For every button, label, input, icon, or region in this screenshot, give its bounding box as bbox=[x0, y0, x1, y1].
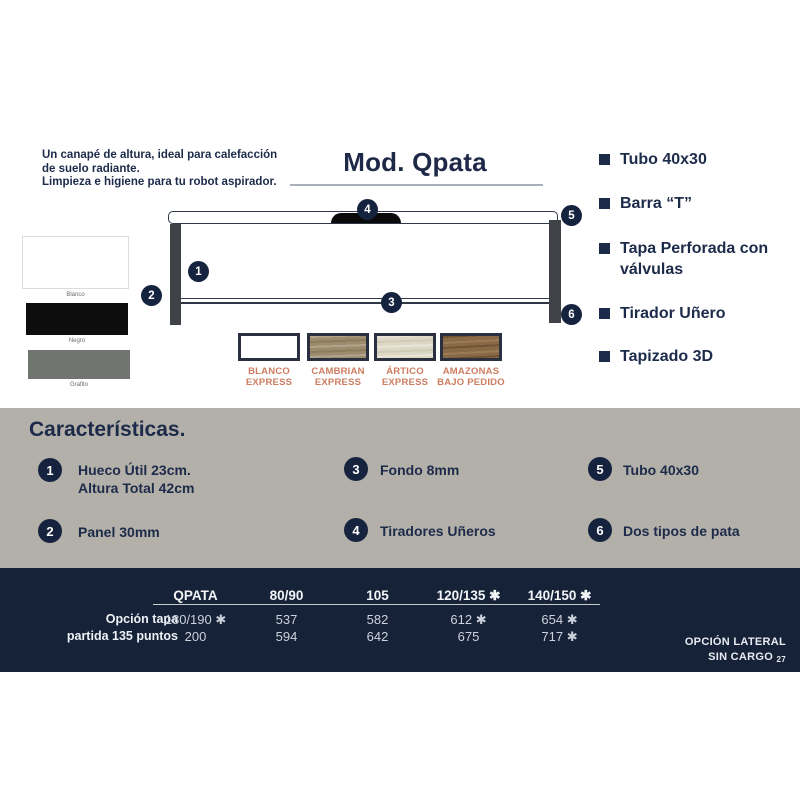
price-col-header: 105 bbox=[366, 588, 389, 603]
characteristic-text-1 bbox=[78, 461, 194, 497]
price-col-header: QPATA bbox=[173, 588, 218, 603]
lateral-option-sub: 27 bbox=[776, 655, 786, 664]
feature-item bbox=[599, 346, 794, 367]
feature-label: Tubo 40x30 bbox=[620, 151, 707, 168]
price-cell: 200 bbox=[184, 629, 207, 644]
finish-label-line: BAJO PEDIDO bbox=[437, 377, 505, 388]
intro-line: de suelo radiante. bbox=[42, 162, 140, 175]
feature-label: Barra “T” bbox=[620, 195, 693, 212]
characteristic-text-6: Dos tipos de pata bbox=[623, 523, 740, 539]
lateral-option-line bbox=[600, 650, 786, 665]
price-cell: 537 bbox=[275, 612, 298, 627]
callout-4: 4 bbox=[357, 199, 378, 220]
characteristic-text-5: Tubo 40x30 bbox=[623, 462, 699, 478]
price-col-header: 140/150 ✱ bbox=[527, 588, 592, 603]
intro-line: Limpieza e higiene para tu robot aspirador. bbox=[42, 176, 277, 188]
diagram-right-leg bbox=[549, 220, 561, 323]
finish-label-line: BLANCO bbox=[248, 366, 290, 377]
price-table-header-row bbox=[150, 588, 605, 604]
callout-5: 5 bbox=[561, 205, 582, 226]
swatch-negro-label: Negro bbox=[68, 338, 86, 344]
price-cell: 582 bbox=[366, 612, 389, 627]
callout-2: 2 bbox=[141, 285, 162, 306]
diagram-body bbox=[178, 223, 552, 299]
finish-swatch-blanco bbox=[238, 333, 300, 361]
finish-label-blanco bbox=[229, 366, 309, 388]
finish-label-line: EXPRESS bbox=[314, 377, 362, 388]
intro-line: Un canapé de altura, ideal para calefacción bbox=[42, 149, 278, 161]
callout-1: 1 bbox=[188, 261, 209, 282]
page-title: Mod. Qpata bbox=[343, 147, 487, 177]
price-cell: 642 bbox=[366, 629, 389, 644]
finish-label-line: EXPRESS bbox=[245, 377, 293, 388]
characteristic-badge-3: 3 bbox=[344, 457, 368, 481]
feature-label: Tirador Uñero bbox=[620, 305, 726, 322]
diagram-base-line bbox=[178, 302, 552, 304]
characteristic-text-2: Panel 30mm bbox=[78, 524, 160, 540]
price-col-header: 80/90 bbox=[269, 588, 304, 603]
swatch-grafito bbox=[28, 350, 130, 379]
characteristic-line: Altura Total 42cm bbox=[78, 480, 195, 496]
bullet-square-icon bbox=[599, 308, 610, 319]
diagram-left-leg bbox=[170, 224, 181, 325]
feature-label: Tapa Perforada con válvulas bbox=[620, 240, 769, 278]
bullet-square-icon bbox=[599, 351, 610, 362]
finish-label-line: ÁRTICO bbox=[386, 366, 424, 377]
callout-6: 6 bbox=[561, 304, 582, 325]
price-row-label-line: Opción tapa bbox=[105, 612, 178, 626]
price-cell: 654 ✱ bbox=[541, 612, 578, 627]
characteristic-text-4: Tiradores Uñeros bbox=[380, 523, 496, 539]
price-cell: 612 ✱ bbox=[450, 612, 487, 627]
lateral-option-line: OPCIÓN LATERAL bbox=[684, 636, 786, 648]
price-row-label-line: partida 135 puntos bbox=[66, 629, 178, 643]
finish-label-line: EXPRESS bbox=[381, 377, 429, 388]
finish-swatch-cambrian bbox=[307, 333, 369, 361]
finish-swatch-artico bbox=[374, 333, 436, 361]
price-cell: 594 bbox=[275, 629, 298, 644]
swatch-negro bbox=[26, 303, 128, 335]
characteristic-badge-5: 5 bbox=[588, 457, 612, 481]
lateral-option-text: SIN CARGO bbox=[708, 651, 774, 663]
lateral-option-note bbox=[600, 635, 786, 665]
characteristic-line: Hueco Útil 23cm. bbox=[78, 462, 191, 478]
finish-label-line: CAMBRIAN bbox=[311, 366, 365, 377]
bullet-square-icon bbox=[599, 198, 610, 209]
callout-3: 3 bbox=[381, 292, 402, 313]
characteristics-heading: Características. bbox=[29, 418, 186, 441]
finish-label-line: AMAZONAS bbox=[442, 366, 500, 377]
characteristic-badge-4: 4 bbox=[344, 518, 368, 542]
price-cell: 717 ✱ bbox=[541, 629, 578, 644]
characteristic-badge-2: 2 bbox=[38, 519, 62, 543]
feature-item bbox=[599, 149, 794, 170]
feature-item bbox=[599, 193, 794, 214]
swatch-grafito-label: Grafito bbox=[69, 382, 88, 388]
price-cell: 180/190 ✱ bbox=[164, 612, 227, 627]
feature-label: Tapizado 3D bbox=[620, 348, 714, 365]
finish-label-amazonas bbox=[431, 366, 511, 388]
characteristic-badge-1: 1 bbox=[38, 458, 62, 482]
swatch-blanco bbox=[22, 236, 129, 289]
title-underline bbox=[290, 184, 543, 186]
bullet-square-icon bbox=[599, 243, 610, 254]
price-table-row-1 bbox=[150, 612, 605, 628]
feature-item bbox=[599, 238, 794, 280]
price-cell: 675 bbox=[457, 629, 480, 644]
characteristic-text-3: Fondo 8mm bbox=[380, 462, 460, 478]
price-table-row-2 bbox=[150, 629, 605, 645]
characteristic-badge-6: 6 bbox=[588, 518, 612, 542]
price-col-header: 120/135 ✱ bbox=[436, 588, 501, 603]
bullet-square-icon bbox=[599, 154, 610, 165]
swatch-blanco-label: Blanco bbox=[66, 292, 85, 298]
price-table-rule bbox=[153, 604, 600, 605]
feature-item bbox=[599, 303, 794, 324]
finish-swatch-amazonas bbox=[440, 333, 502, 361]
